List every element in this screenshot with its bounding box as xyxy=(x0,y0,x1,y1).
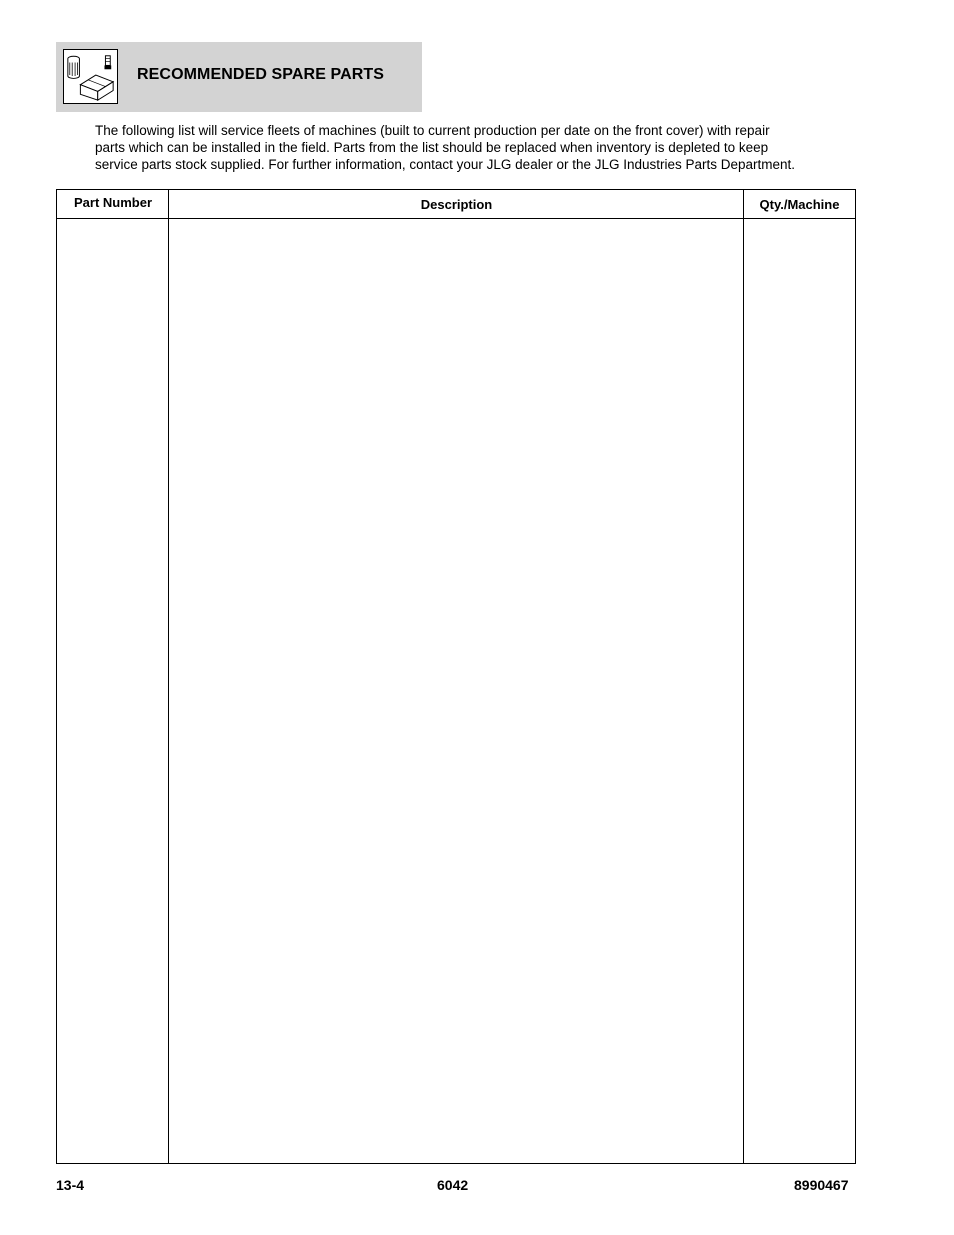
column-divider xyxy=(168,190,169,1163)
header-divider xyxy=(57,218,855,219)
page-title: RECOMMENDED SPARE PARTS xyxy=(137,66,385,83)
manual-number: 8990467 xyxy=(794,1177,849,1193)
column-header-qty-machine: Qty./Machine xyxy=(759,196,840,212)
spare-parts-table xyxy=(56,189,856,1164)
page-number: 13-4 xyxy=(56,1177,85,1193)
column-divider xyxy=(743,190,744,1163)
model-number: 6042 xyxy=(437,1177,469,1193)
section-header xyxy=(56,42,422,112)
intro-line: service parts stock supplied. For further information, contact your JLG dealer or the JLG Industries Parts Department. xyxy=(95,157,796,172)
intro-line: The following list will service fleets of machines (built to current production per date on the front cover) with repair xyxy=(95,123,770,138)
column-header-description: Description xyxy=(420,196,493,212)
column-header-part-number: Part Number xyxy=(73,194,153,210)
spare-parts-icon xyxy=(63,49,118,104)
intro-line: parts which can be installed in the field. Parts from the list should be replaced when inventory is depleted to keep xyxy=(95,140,769,155)
intro-paragraph xyxy=(95,122,835,173)
